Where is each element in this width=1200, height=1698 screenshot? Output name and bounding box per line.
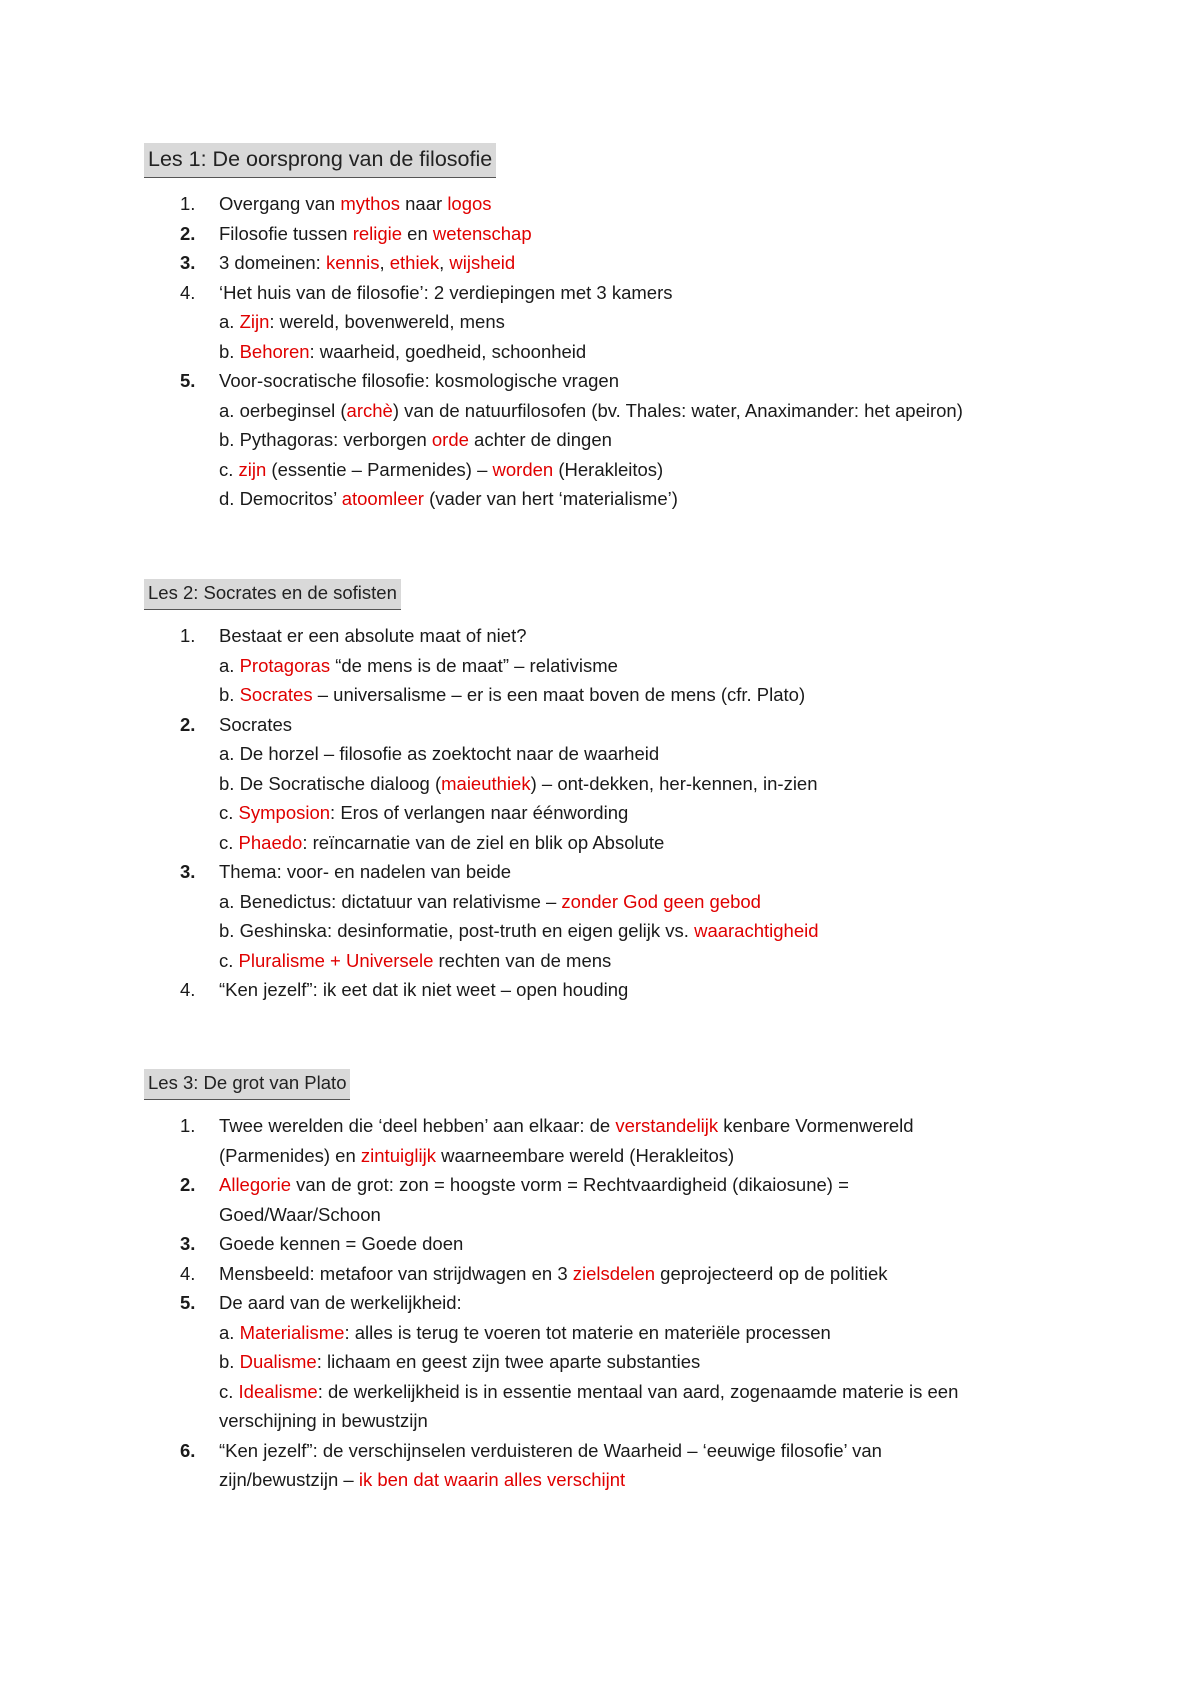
text-segment: (vader van hert ‘materialisme’) [423, 488, 678, 509]
item-subline [219, 1141, 1084, 1171]
item-subline [219, 484, 1084, 514]
item-subline [219, 828, 1084, 858]
item-text [219, 189, 1084, 219]
item-text [219, 248, 1084, 278]
item-text [219, 1111, 1084, 1141]
item-number: 3. [180, 252, 196, 273]
highlighted-term: worden [492, 458, 554, 480]
text-segment: naar [400, 193, 448, 214]
text-segment: ) – ont-dekken, her-kennen, in-zien [530, 772, 818, 794]
text-segment: rechten van de mens [433, 949, 612, 971]
highlighted-term: maieuthiek [441, 772, 531, 794]
item-text [219, 366, 1084, 396]
list-item [144, 1436, 1084, 1495]
text-segment: b. [219, 1351, 240, 1372]
item-subline [219, 1377, 1084, 1407]
text-segment: b. Geshinska: desinformatie, post-truth en eigen gelijk vs. [219, 920, 695, 941]
text-segment: verschijning in bewustzijn [219, 1410, 428, 1431]
highlighted-term: mythos [340, 193, 400, 214]
highlighted-term: kennis [325, 252, 380, 273]
item-subline [219, 425, 1084, 455]
text-segment: (Herakleitos) [553, 458, 664, 480]
highlighted-term: Socrates [239, 684, 313, 705]
text-segment: van de grot: zon = hoogste vorm = Rechtvaardigheid (dikaiosune) = [291, 1174, 849, 1195]
text-segment: Filosofie tussen [219, 222, 353, 244]
text-segment: c. [219, 1380, 239, 1402]
highlighted-term: zijn [238, 458, 267, 480]
item-number: 2. [180, 222, 196, 244]
item-number: 1. [180, 1115, 196, 1136]
item-number: 2. [180, 713, 196, 735]
item-subline [219, 1465, 1084, 1495]
text-segment: : wereld, bovenwereld, mens [269, 311, 505, 332]
highlighted-term: logos [447, 193, 492, 214]
section-heading: Les 3: De grot van Plato [144, 1069, 350, 1100]
text-segment: a. Benedictus: dictatuur van relativisme – [219, 890, 562, 912]
text-segment: Bestaat er een absolute maat of niet? [219, 625, 527, 646]
text-segment: Mensbeeld: metafoor van strijdwagen en 3 [219, 1262, 573, 1284]
item-number: 3. [180, 1233, 196, 1254]
list-item [144, 1259, 1084, 1289]
highlighted-term: orde [431, 429, 469, 450]
text-segment: Thema: voor- en nadelen van beide [219, 861, 512, 882]
item-subline [219, 455, 1084, 485]
text-segment: a. [219, 654, 240, 676]
item-text [219, 975, 1084, 1005]
text-segment: 3 domeinen: [219, 252, 326, 273]
highlighted-term: archè [346, 399, 393, 421]
text-segment: Twee werelden die ‘deel hebben’ aan elkaar: de [219, 1115, 616, 1136]
text-segment: en [402, 222, 433, 244]
item-text [219, 1259, 1084, 1289]
highlighted-term: ik ben dat waarin alles verschijnt [358, 1469, 626, 1490]
item-list [144, 1111, 1084, 1495]
text-segment: geprojecteerd op de politiek [655, 1262, 888, 1284]
item-text [219, 1288, 1084, 1318]
item-subline [219, 769, 1084, 799]
text-segment: “de mens is de maat” – relativisme [330, 654, 618, 676]
item-text [219, 710, 1084, 740]
item-text [219, 278, 1084, 308]
highlighted-term: Zijn [239, 311, 270, 332]
item-subline [219, 739, 1084, 769]
text-segment: “Ken jezelf”: ik eet dat ik niet weet – open houding [219, 979, 629, 1000]
text-segment: Socrates [219, 713, 293, 735]
highlighted-term: Phaedo [238, 831, 303, 853]
item-number: 4. [180, 281, 196, 303]
item-subline [219, 651, 1084, 681]
item-number: 2. [180, 1174, 196, 1195]
text-segment: zijn/bewustzijn – [219, 1469, 359, 1490]
text-segment: c. [219, 458, 239, 480]
text-segment: : reïncarnatie van de ziel en blik op Absolute [302, 831, 665, 853]
item-subline [219, 1406, 1084, 1436]
text-segment: a. De horzel – filosofie as zoektocht naar de waarheid [219, 743, 660, 764]
list-item [144, 1288, 1084, 1436]
text-segment: a. [219, 311, 240, 332]
text-segment: , [379, 252, 390, 273]
item-number: 4. [180, 979, 196, 1000]
text-segment: – universalisme – er is een maat boven de mens (cfr. Plato) [312, 684, 806, 705]
highlighted-term: wetenschap [432, 222, 532, 244]
list-item [144, 248, 1084, 278]
highlighted-term: wijsheid [449, 252, 516, 273]
text-segment: a. [219, 1321, 240, 1343]
highlighted-term: atoomleer [341, 488, 424, 509]
item-number: 1. [180, 193, 196, 214]
list-item [144, 1170, 1084, 1229]
item-text [219, 1229, 1084, 1259]
item-number: 4. [180, 1262, 196, 1284]
text-segment: (Parmenides) en [219, 1144, 361, 1166]
highlighted-term: Materialisme [239, 1321, 345, 1343]
highlighted-term: Pluralisme + Universele [238, 949, 434, 971]
text-segment: Goed/Waar/Schoon [219, 1203, 381, 1225]
item-number: 1. [180, 625, 196, 646]
section-heading: Les 1: De oorsprong van de filosofie [144, 143, 496, 178]
highlighted-term: zielsdelen [572, 1262, 656, 1284]
text-segment: b. [219, 684, 240, 705]
list-item [144, 278, 1084, 367]
section-les-1 [144, 143, 1084, 514]
item-subline [219, 916, 1084, 946]
highlighted-term: ethiek [389, 252, 440, 273]
text-segment: achter de dingen [468, 429, 612, 450]
highlighted-term: Behoren [239, 340, 310, 362]
list-item [144, 189, 1084, 219]
section-heading: Les 2: Socrates en de sofisten [144, 579, 401, 610]
item-subline [219, 307, 1084, 337]
text-segment: a. oerbeginsel ( [219, 399, 347, 421]
item-subline [219, 887, 1084, 917]
text-segment: waarneembare wereld (Herakleitos) [435, 1144, 735, 1166]
list-item [144, 710, 1084, 858]
section-les-3 [144, 1069, 1084, 1495]
text-segment: ) van de natuurfilosofen (bv. Thales: water, Anaximander: het apeiron) [392, 399, 963, 421]
list-item [144, 366, 1084, 514]
text-segment: (essentie – Parmenides) – [266, 458, 493, 480]
text-segment: c. [219, 802, 239, 823]
text-segment: Goede kennen = Goede doen [219, 1233, 464, 1254]
highlighted-term: Protagoras [239, 654, 331, 676]
item-subline [219, 1318, 1084, 1348]
highlighted-term: Allegorie [219, 1174, 291, 1195]
text-segment: : Eros of verlangen naar éénwording [330, 802, 629, 823]
item-subline [219, 337, 1084, 367]
item-subline [219, 396, 1084, 426]
text-segment: : de werkelijkheid is in essentie mentaal van aard, zogenaamde materie is een [317, 1380, 959, 1402]
highlighted-term: zintuiglijk [360, 1144, 436, 1166]
text-segment: : alles is terug te voeren tot materie en materiële processen [344, 1321, 831, 1343]
text-segment: b. [219, 340, 240, 362]
item-number: 5. [180, 1292, 196, 1313]
text-segment: kenbare Vormenwereld [718, 1115, 914, 1136]
list-item [144, 975, 1084, 1005]
list-item [144, 1229, 1084, 1259]
item-list [144, 621, 1084, 1005]
text-segment: , [439, 252, 450, 273]
text-segment: : lichaam en geest zijn twee aparte substanties [316, 1351, 701, 1372]
text-segment: d. Democritos’ [219, 488, 342, 509]
highlighted-term: Symposion [238, 802, 331, 823]
text-segment: b. Pythagoras: verborgen [219, 429, 432, 450]
highlighted-term: zonder God geen gebod [561, 890, 761, 912]
text-segment: c. [219, 949, 239, 971]
text-segment: De aard van de werkelijkheid: [219, 1292, 462, 1313]
item-list [144, 189, 1084, 514]
highlighted-term: Idealisme [238, 1380, 318, 1402]
text-segment: “Ken jezelf”: de verschijnselen verduisteren de Waarheid – ‘eeuwige filosofie’ van [219, 1439, 882, 1461]
highlighted-term: waarachtigheid [694, 920, 819, 941]
highlighted-term: Dualisme [239, 1351, 317, 1372]
item-subline [219, 680, 1084, 710]
item-number: 6. [180, 1439, 196, 1461]
item-number: 3. [180, 861, 196, 882]
text-segment: ‘Het huis van de filosofie’: 2 verdiepingen met 3 kamers [219, 281, 673, 303]
list-item [144, 621, 1084, 710]
item-text [219, 1170, 1084, 1200]
item-text [219, 621, 1084, 651]
text-segment: : waarheid, goedheid, schoonheid [309, 340, 587, 362]
item-subline [219, 1347, 1084, 1377]
list-item [144, 857, 1084, 975]
item-subline [219, 1200, 1084, 1230]
text-segment: c. [219, 831, 239, 853]
text-segment: Overgang van [219, 193, 341, 214]
list-item [144, 1111, 1084, 1170]
item-subline [219, 946, 1084, 976]
section-les-2 [144, 579, 1084, 1005]
item-text [219, 1436, 1084, 1466]
highlighted-term: verstandelijk [615, 1115, 719, 1136]
item-text [219, 219, 1084, 249]
list-item [144, 219, 1084, 249]
text-segment: Voor-socratische filosofie: kosmologische vragen [219, 370, 619, 391]
item-number: 5. [180, 370, 196, 391]
item-subline [219, 798, 1084, 828]
item-text [219, 857, 1084, 887]
highlighted-term: religie [352, 222, 403, 244]
text-segment: b. De Socratische dialoog ( [219, 772, 442, 794]
